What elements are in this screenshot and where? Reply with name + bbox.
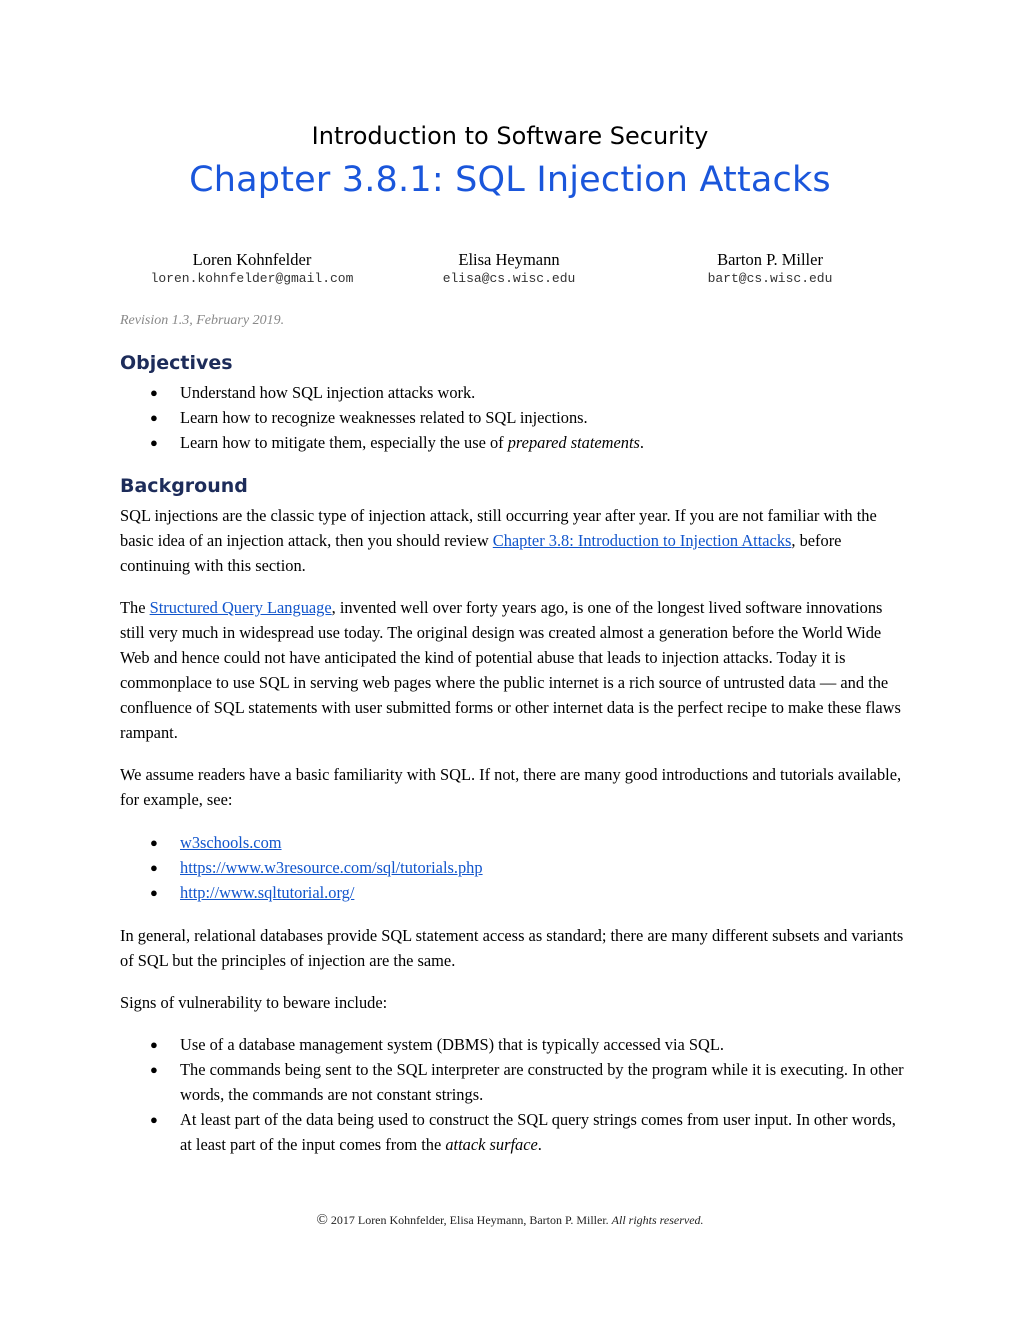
bullet-icon: ● xyxy=(150,835,158,850)
background-paragraph-3: We assume readers have a basic familiarity with SQL. If not, there are many good introductions and tutorials available, for example, see: xyxy=(120,765,902,809)
background-paragraph-2: The Structured Query Language, invented well over forty years ago, is one of the longest lived software innovations still very much in widespread use today. The original design was created almost a generation before the World Wide Web and hence could not have anticipated the kind of potential abuse that leads to injection attacks. Today it is commonplace to use SQL in serving web pages where the public internet is a rich source of untrusted data — and the confluence of SQL statements with user submitted forms or other internet data is the perfect recipe to make these flaws rampant. xyxy=(120,598,901,742)
author-email: elisa@cs.wisc.edu xyxy=(442,271,576,286)
w3resource-link[interactable]: https://www.w3resource.com/sql/tutorials.php xyxy=(180,858,483,877)
list-item xyxy=(120,830,910,855)
list-item: ● Understand how SQL injection attacks work. xyxy=(120,380,910,405)
list-item: ● At least part of the data being used to construct the SQL query strings comes from user input. In other words, at least part of the input comes from the attack surface. xyxy=(120,1107,910,1157)
bullet-icon: ● xyxy=(150,860,158,875)
bullet-icon: ● xyxy=(150,885,158,900)
background-paragraph-5: Signs of vulnerability to beware include: xyxy=(120,993,388,1012)
w3schools-link[interactable]: w3schools.com xyxy=(180,833,282,852)
bullet-icon: ● xyxy=(150,1037,158,1052)
chapter-3-8-link[interactable]: Chapter 3.8: Introduction to Injection Attacks xyxy=(492,531,792,550)
list-item: ● Learn how to recognize weaknesses related to SQL injections. xyxy=(120,405,910,430)
emphasis: prepared statements xyxy=(507,433,640,452)
author-block xyxy=(650,250,890,288)
series-title: Introduction to Software Security xyxy=(311,122,709,150)
author-name: Loren Kohnfelder xyxy=(192,250,312,269)
structured-query-language-link[interactable]: Structured Query Language xyxy=(149,598,332,617)
author-block xyxy=(132,250,372,288)
copyright-icon: © xyxy=(316,1212,328,1228)
author-email: loren.kohnfelder@gmail.com xyxy=(150,271,354,286)
rights-reserved: All rights reserved. xyxy=(611,1213,704,1227)
list-item xyxy=(120,880,910,905)
tutorial-links-list xyxy=(120,830,910,905)
bullet-icon: ● xyxy=(150,435,158,450)
emphasis: attack surface xyxy=(445,1135,538,1154)
list-item: ● Learn how to mitigate them, especially the use of prepared statements. xyxy=(120,430,910,455)
background-paragraph-1: SQL injections are the classic type of injection attack, still occurring year after year. If you are not familiar with the basic idea of an injection attack, then you should review Chapter 3.8: Introduction to Injection Attacks, before continuing with this section. xyxy=(120,506,877,575)
objectives-heading: Objectives xyxy=(120,352,233,374)
objectives-list xyxy=(120,380,910,455)
bullet-icon: ● xyxy=(150,410,158,425)
author-block xyxy=(389,250,629,288)
list-item: ● The commands being sent to the SQL interpreter are constructed by the program while it is executing. In other words, the commands are not constant strings. xyxy=(120,1057,910,1107)
background-heading: Background xyxy=(120,475,248,497)
background-paragraph-4: In general, relational databases provide SQL statement access as standard; there are many different subsets and variants of SQL but the principles of injection are the same. xyxy=(120,926,904,970)
revision-note: Revision 1.3, February 2019. xyxy=(120,313,285,328)
author-name: Elisa Heymann xyxy=(458,250,560,269)
vulnerability-signs-list xyxy=(120,1032,910,1157)
list-item: ● Use of a database management system (DBMS) that is typically accessed via SQL. xyxy=(120,1032,910,1057)
bullet-icon: ● xyxy=(150,385,158,400)
author-name: Barton P. Miller xyxy=(717,250,823,269)
sqltutorial-link[interactable]: http://www.sqltutorial.org/ xyxy=(180,883,355,902)
author-email: bart@cs.wisc.edu xyxy=(707,271,833,286)
bullet-icon: ● xyxy=(150,1112,158,1127)
copyright-footer: © 2017 Loren Kohnfelder, Elisa Heymann, Barton P. Miller. All rights reserved. xyxy=(316,1212,704,1228)
list-item xyxy=(120,855,910,880)
chapter-title: Chapter 3.8.1: SQL Injection Attacks xyxy=(189,160,831,200)
bullet-icon: ● xyxy=(150,1062,158,1077)
